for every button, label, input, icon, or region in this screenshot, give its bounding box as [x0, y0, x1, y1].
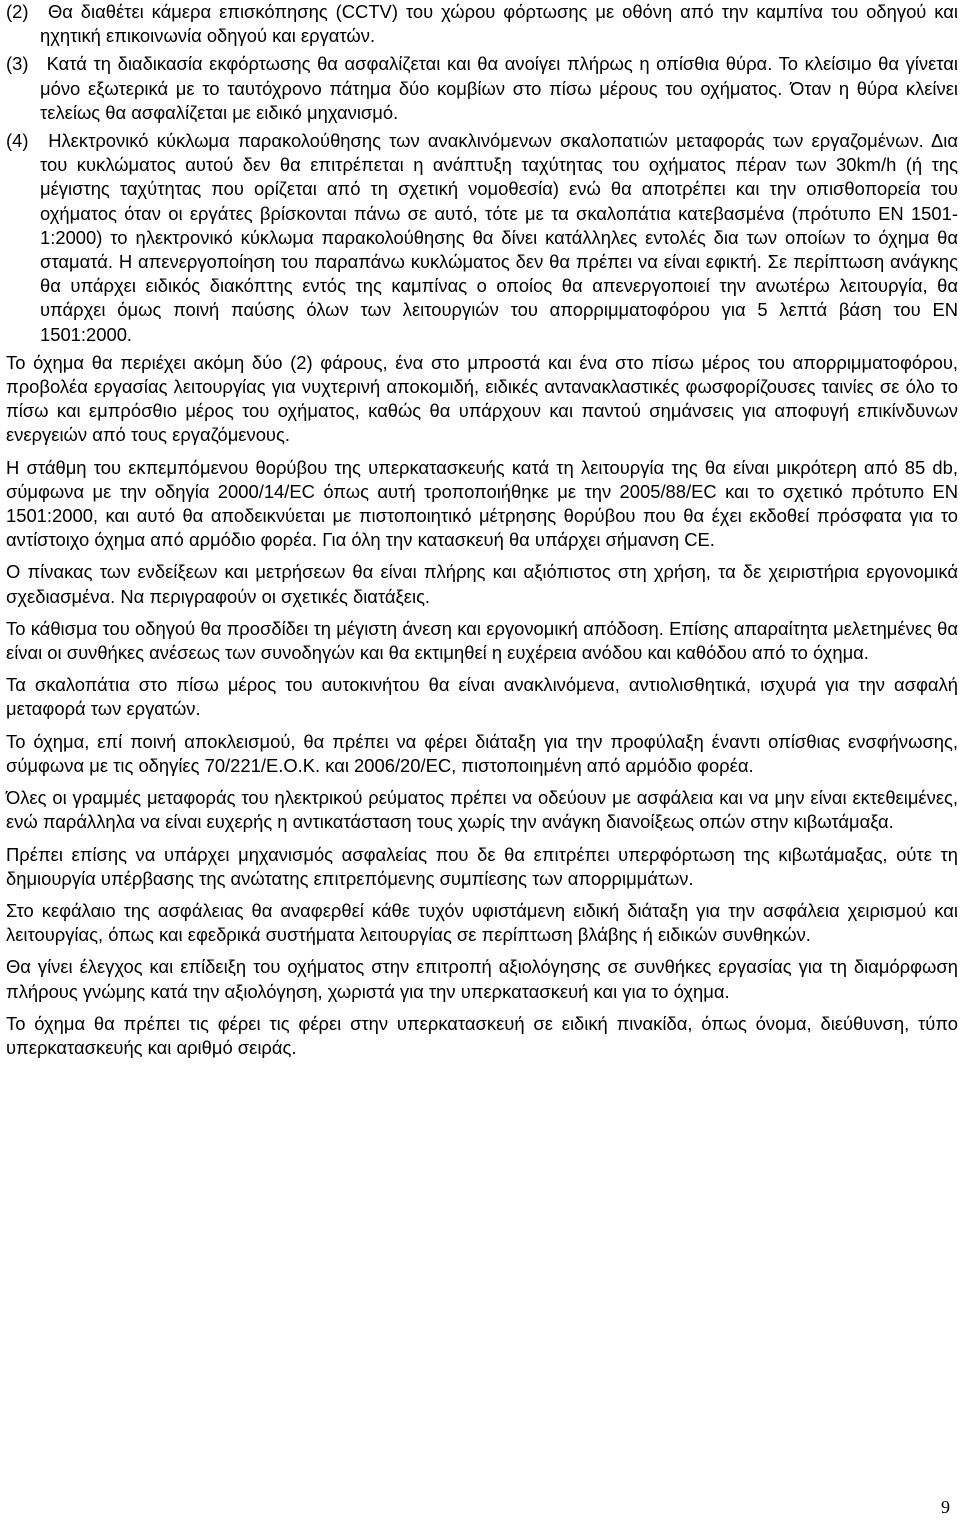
paragraph-driver-seat: Το κάθισμα του οδηγού θα προσδίδει τη μέγιστη άνεση και εργονομική απόδοση. Επίσης απαραίτητα μελετημένες θα είναι οι συνθήκες ανέσεως των συνοδηγών και θα εκτιμηθεί η ευχέρεια ανόδου και καθόδου από το όχημα. — [6, 617, 958, 664]
list-item-4 — [6, 129, 958, 347]
paragraph-steps: Τα σκαλοπάτια στο πίσω μέρος του αυτοκινήτου θα είναι ανακλινόμενα, αντιολισθητικά, ισχυρά για την ασφαλή μεταφορά των εργατών. — [6, 674, 958, 720]
paragraph-demonstration: Θα γίνει έλεγχος και επίδειξη του οχήματος στην επιτροπή αξιολόγησης σε συνθήκες εργασίας για τη διαμόρφωση πλήρους γνώμης κατά την αξιολόγηση, χωριστά για την υπερκατασκευή και για το όχημα. — [6, 956, 958, 1002]
list-item-3 — [6, 52, 958, 125]
paragraph-safety-chapter: Στο κεφάλαιο της ασφάλειας θα αναφερθεί κάθε τυχόν υφιστάμενη ειδική διάταξη για την ασφάλεια χειρισμού και λειτουργίας, όπως και εφεδρικά συστήματα λειτουργίας σε περίπτωση βλάβης ή ειδικών συνθηκών. — [6, 899, 958, 946]
page-number: 9 — [941, 1497, 950, 1517]
list-item-text: Θα διαθέτει κάμερα επισκόπησης (CCTV) του χώρου φόρτωσης με οθόνη από την καμπίνα του οδηγού και ηχητική επικοινωνία οδηγού και εργατών. — [40, 1, 958, 47]
list-item-text: Ηλεκτρονικό κύκλωμα παρακολούθησης των ανακλινόμενων σκαλοπατιών μεταφοράς των εργαζομένων. Δια του κυκλώματος αυτού δεν θα επιτρέπεται η ανάπτυξη ταχύτητας του οχήματος πέραν των 30km/h (ή της μέγιστης ταχύτητας που ορίζεται από τη σχετική νομοθεσία) ενώ θα αποτρέπει και την οπισθοπορεία του οχήματος όταν οι εργάτες βρίσκονται πάνω σε αυτό, τότε με τα σκαλοπάτια κατεβασμένα (πρότυπο ΕΝ 1501-1:2000) το ηλεκτρονικό κύκλωμα παρακολούθησης θα δίνει κατάλληλες εντολές δια των οποίων το όχημα θα σταματά. Η απενεργοποίηση του παραπάνω κυκλώματος δεν θα πρέπει να είναι εφικτή. Σε περίπτωση ανάγκης θα υπάρχει ειδικός διακόπτης εντός της καμπίνας ο οποίος θα απενεργοποιεί την ανωτέρω λειτουργία, θα υπάρχει όμως ποινή παύσης όλων των λειτουργιών του απορριμματοφόρου για 5 λεπτά βάση του ΕΝ 1501:2000. — [40, 130, 958, 345]
paragraph-noise: Η στάθμη του εκπεμπόμενου θορύβου της υπερκατασκευής κατά τη λειτουργία της θα είναι μικρότερη από 85 db, σύμφωνα με την οδηγία 2000/14/EC όπως αυτή τροποποιήθηκε με την 2005/88/EC και το σχετικό πρότυπο EN 1501:2000, και αυτό θα αποδεικνύεται με πιστοποιητικό μέτρησης θορύβου που θα έχει εκδοθεί πρόσφατα για το αντίστοιχο όχημα από αρμόδιο φορέα. Για όλη την κατασκευή θα υπάρχει σήμανση CE. — [6, 456, 958, 551]
paragraph-nameplate: Το όχημα θα πρέπει τις φέρει τις φέρει στην υπερκατασκευή σε ειδική πινακίδα, όπως όνομα, διεύθυνση, τύπο υπερκατασκευής και αριθμό σειράς. — [6, 1012, 958, 1058]
paragraph-underrun-protection: Το όχημα, επί ποινή αποκλεισμού, θα πρέπει να φέρει διάταξη για την προφύλαξη έναντι οπίσθιας ενσφήνωσης, σύμφωνα με τις οδηγίες 70/221/Ε.Ο.Κ. και 2006/20/EC, πιστοποιημένη από αρμόδιο φορέα. — [6, 730, 958, 776]
paragraph-electrical-lines: Όλες οι γραμμές μεταφοράς του ηλεκτρικού ρεύματος πρέπει να οδεύουν με ασφάλεια και να μην είναι εκτεθειμένες, ενώ παράλληλα να είναι ευχερής η αντικατάσταση τους χωρίς την ανάγκη διανοίξεως οπών στην κιβωτάμαξα. — [6, 787, 958, 833]
list-item-label: (2) — [6, 1, 29, 22]
paragraph-overload-mechanism: Πρέπει επίσης να υπάρχει μηχανισμός ασφαλείας που δε θα επιτρέπει υπερφόρτωση της κιβωτάμαξας, ούτε τη δημιουργία υπέρβασης της ανώτατης επιτρεπόμενης συμπίεσης των απορριμμάτων. — [6, 843, 958, 889]
paragraph-beacons: Το όχημα θα περιέχει ακόμη δύο (2) φάρους, ένα στο μπροστά και ένα στο πίσω μέρος του απορριμματοφόρου, προβολέα εργασίας λειτουργίας για νυχτερινή αποκομιδή, ειδικές αντανακλαστικές φωσφορίζουσες ταινίες σε όλο το πίσω και εμπρόσθιο μέρος του οχήματος, καθώς θα υπάρχουν και παντού σημάνσεις για αποφυγή επικίνδυνων ενεργειών από τους εργαζόμενους. — [6, 351, 958, 446]
list-item-label: (4) — [6, 130, 29, 152]
paragraph-dashboard: Ο πίνακας των ενδείξεων και μετρήσεων θα είναι πλήρης και αξιόπιστος στη χρήση, τα δε χειριστήρια εργονομικά σχεδιασμένα. Να περιγραφούν οι σχετικές διατάξεις. — [6, 561, 958, 607]
list-item-2 — [6, 0, 958, 48]
list-item-label: (3) — [6, 53, 29, 75]
list-item-text: Κατά τη διαδικασία εκφόρτωσης θα ασφαλίζεται και θα ανοίγει πλήρως η οπίσθια θύρα. Το κλείσιμο θα γίνεται μόνο εξωτερικά με το ταυτόχρονο πάτημα δύο κομβίων στο πίσω μέρους του οχήματος. Όταν η θύρα κλείνει τελείως θα ασφαλίζεται με ειδικό μηχανισμό. — [40, 53, 958, 123]
document-page — [6, 0, 958, 1068]
